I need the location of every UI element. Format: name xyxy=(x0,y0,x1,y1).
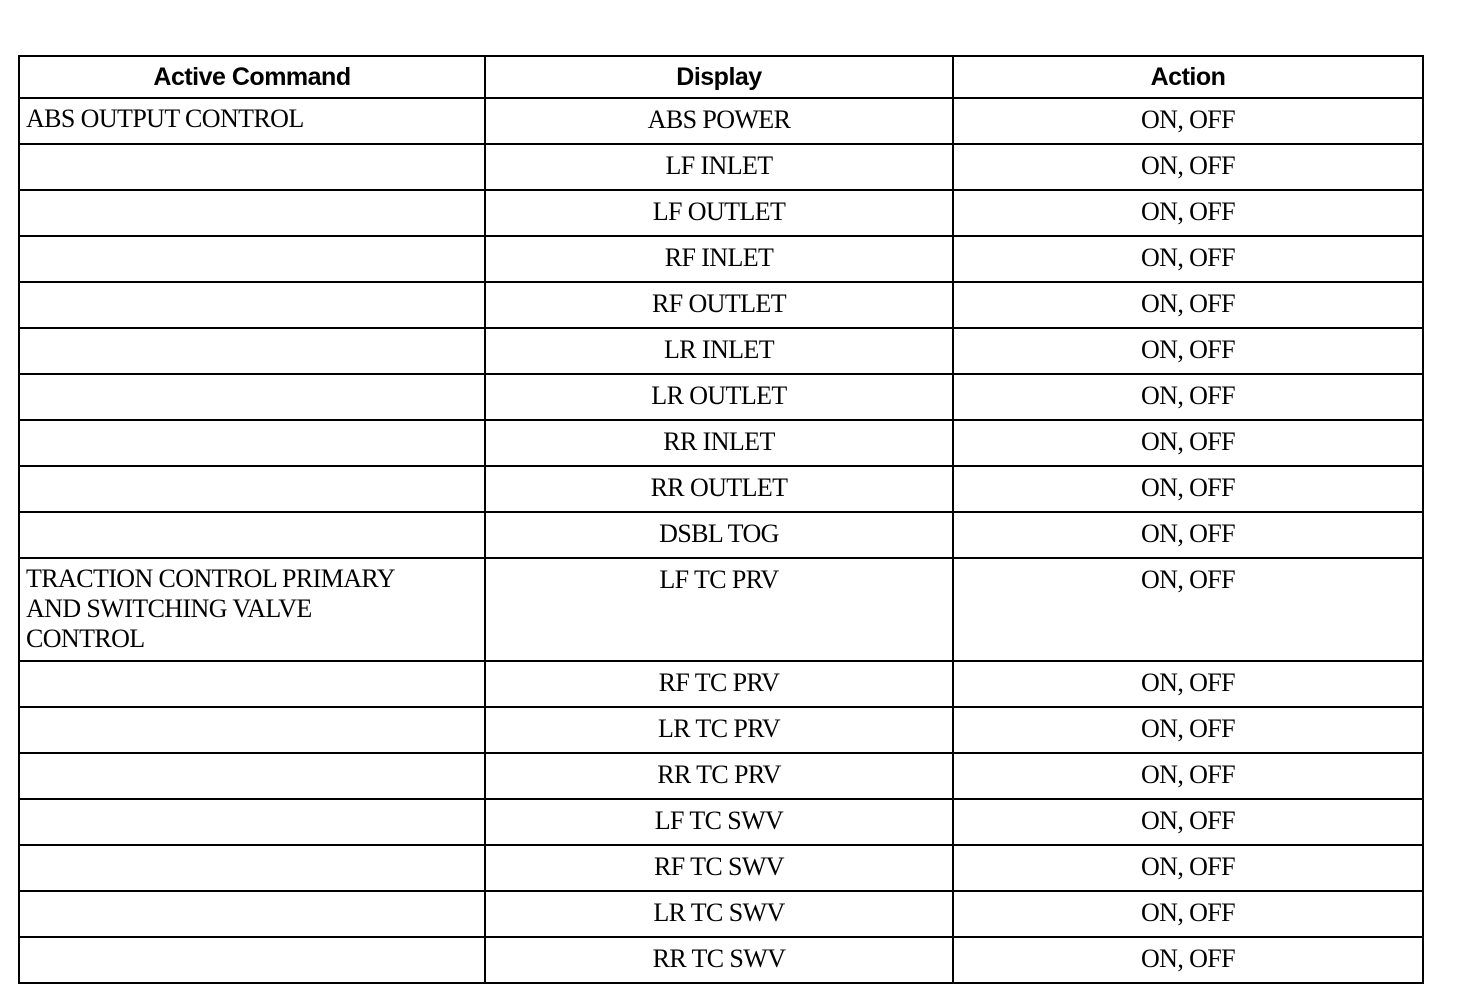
command-cell xyxy=(19,420,485,466)
action-cell: ON, OFF xyxy=(953,98,1423,144)
table-row xyxy=(19,891,1423,937)
header-display: Display xyxy=(485,56,953,98)
display-cell: RF TC PRV xyxy=(485,661,953,707)
display-cell: LR OUTLET xyxy=(485,374,953,420)
command-text: ABS OUTPUT CONTROL xyxy=(26,104,304,133)
command-cell xyxy=(19,512,485,558)
display-cell: RF TC SWV xyxy=(485,845,953,891)
action-cell: ON, OFF xyxy=(953,420,1423,466)
table-row xyxy=(19,937,1423,983)
table-row xyxy=(19,144,1423,190)
display-cell: RR TC PRV xyxy=(485,753,953,799)
active-command-table xyxy=(18,55,1424,984)
action-cell: ON, OFF xyxy=(953,891,1423,937)
table-row xyxy=(19,466,1423,512)
display-cell: LF INLET xyxy=(485,144,953,190)
display-cell: ABS POWER xyxy=(485,98,953,144)
display-cell: LR TC SWV xyxy=(485,891,953,937)
action-cell: ON, OFF xyxy=(953,937,1423,983)
display-cell: RF INLET xyxy=(485,236,953,282)
table-row xyxy=(19,845,1423,891)
table-row xyxy=(19,98,1423,144)
action-cell: ON, OFF xyxy=(953,282,1423,328)
command-cell xyxy=(19,799,485,845)
action-cell: ON, OFF xyxy=(953,466,1423,512)
command-cell xyxy=(19,144,485,190)
display-cell: LR INLET xyxy=(485,328,953,374)
command-cell xyxy=(19,661,485,707)
command-cell xyxy=(19,753,485,799)
command-cell xyxy=(19,891,485,937)
display-cell: RR TC SWV xyxy=(485,937,953,983)
command-cell xyxy=(19,707,485,753)
action-cell: ON, OFF xyxy=(953,558,1423,661)
header-active-command: Active Command xyxy=(19,56,485,98)
command-cell xyxy=(19,845,485,891)
table-row xyxy=(19,661,1423,707)
header-action: Action xyxy=(953,56,1423,98)
command-cell xyxy=(19,374,485,420)
display-cell: LF TC PRV xyxy=(485,558,953,661)
display-cell: RR OUTLET xyxy=(485,466,953,512)
table-row xyxy=(19,420,1423,466)
command-cell xyxy=(19,558,485,661)
table-row xyxy=(19,374,1423,420)
command-cell xyxy=(19,282,485,328)
command-cell xyxy=(19,236,485,282)
action-cell: ON, OFF xyxy=(953,190,1423,236)
table-row xyxy=(19,282,1423,328)
display-cell: LF OUTLET xyxy=(485,190,953,236)
table-row xyxy=(19,753,1423,799)
action-cell: ON, OFF xyxy=(953,799,1423,845)
action-cell: ON, OFF xyxy=(953,328,1423,374)
table-row xyxy=(19,190,1423,236)
table-row xyxy=(19,799,1423,845)
table-row xyxy=(19,512,1423,558)
action-cell: ON, OFF xyxy=(953,374,1423,420)
action-cell: ON, OFF xyxy=(953,661,1423,707)
command-cell xyxy=(19,328,485,374)
action-cell: ON, OFF xyxy=(953,512,1423,558)
table-row xyxy=(19,707,1423,753)
action-cell: ON, OFF xyxy=(953,753,1423,799)
display-cell: LR TC PRV xyxy=(485,707,953,753)
display-cell: RR INLET xyxy=(485,420,953,466)
command-cell xyxy=(19,98,485,144)
table-row xyxy=(19,236,1423,282)
display-cell: LF TC SWV xyxy=(485,799,953,845)
command-text: TRACTION CONTROL PRIMARY AND SWITCHING VALVE CONTROL xyxy=(26,564,395,653)
display-cell: RF OUTLET xyxy=(485,282,953,328)
command-cell xyxy=(19,937,485,983)
action-cell: ON, OFF xyxy=(953,236,1423,282)
display-cell: DSBL TOG xyxy=(485,512,953,558)
command-cell xyxy=(19,190,485,236)
table-row xyxy=(19,558,1423,661)
command-table-container xyxy=(18,55,1422,984)
table-row xyxy=(19,328,1423,374)
table-header-row xyxy=(19,56,1423,98)
action-cell: ON, OFF xyxy=(953,707,1423,753)
command-cell xyxy=(19,466,485,512)
action-cell: ON, OFF xyxy=(953,845,1423,891)
action-cell: ON, OFF xyxy=(953,144,1423,190)
